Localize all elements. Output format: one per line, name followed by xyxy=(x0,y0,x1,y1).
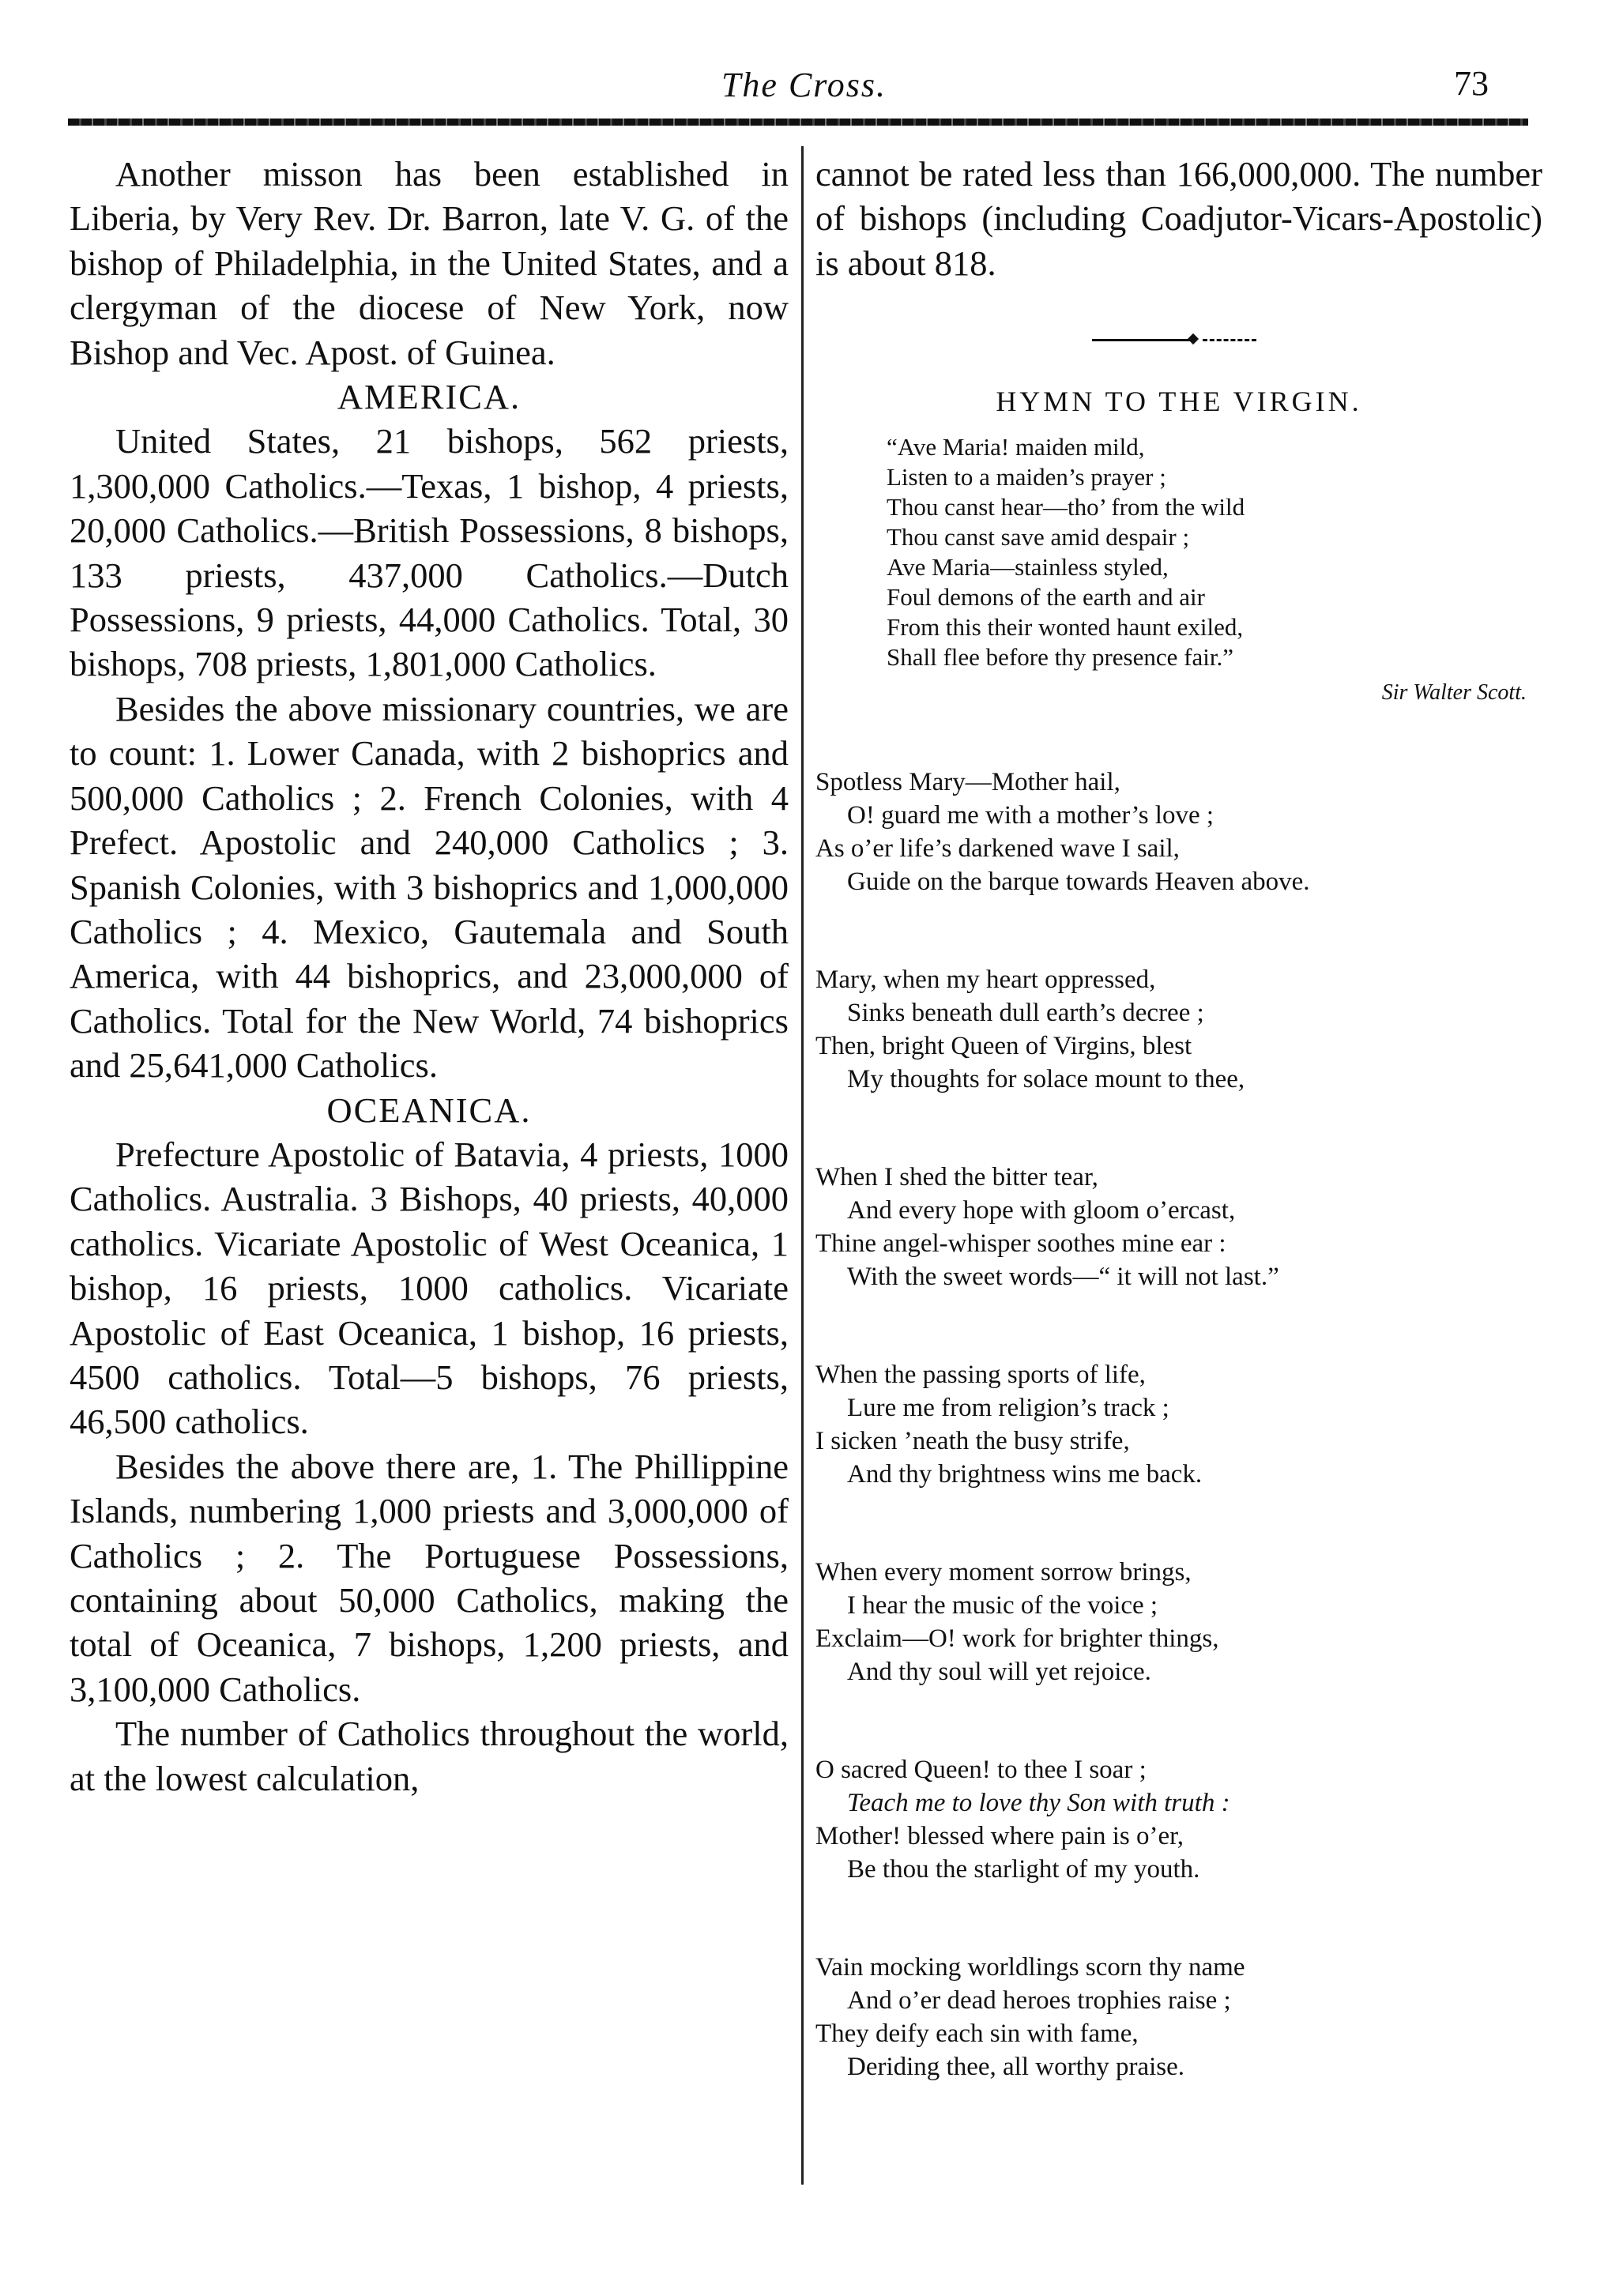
epigraph-line: Thou canst hear—tho’ from the wild xyxy=(887,493,1245,521)
verse-line: Exclaim—O! work for brighter things, xyxy=(815,1624,1219,1654)
epigraph-line: Thou canst save amid despair ; xyxy=(887,523,1190,551)
ornament-divider xyxy=(1092,334,1258,345)
stanza-1 xyxy=(815,766,1542,898)
stanza-6 xyxy=(815,1753,1542,1886)
verse-line: And o’er dead heroes trophies raise ; xyxy=(847,1986,1231,2016)
verse-line: Deriding thee, all worthy praise. xyxy=(847,2053,1185,2082)
epigraph-line: “Ave Maria! maiden mild, xyxy=(887,433,1145,461)
verse-line: Sinks beneath dull earth’s decree ; xyxy=(847,999,1204,1028)
stanza-5 xyxy=(815,1556,1542,1688)
verse-line: Guide on the barque towards Heaven above. xyxy=(847,868,1310,897)
section-heading-oceanica: OCEANICA. xyxy=(326,1090,532,1130)
paragraph-world: The number of Catholics throughout the world, at the lowest calculation, xyxy=(70,1714,789,1798)
verse-line: And thy brightness wins me back. xyxy=(847,1460,1203,1489)
header-rule xyxy=(68,119,1528,126)
verse-line: When the passing sports of life, xyxy=(815,1361,1146,1390)
verse-line: Thine angel-whisper soothes mine ear : xyxy=(815,1229,1226,1259)
verse-line: O! guard me with a mother’s love ; xyxy=(847,801,1214,830)
stanza-4 xyxy=(815,1358,1542,1491)
verse-line: As o’er life’s darkened wave I sail, xyxy=(815,834,1180,864)
verse-line: They deify each sin with fame, xyxy=(815,2019,1139,2049)
paragraph-batavia: Prefecture Apostolic of Batavia, 4 priests, 1000 Catholics. Australia. 3 Bishops, 40 priests, 40,000 catholics. Vicariate Apostolic of West Oceanica, 1 bishop, 16 priests, 1000 catholics. Vicariate Apostolic of East Oceanica, 1 bishop, 16 priests, 4500 catholics. Total—5 bishops, 76 priests, 46,500 catholics. xyxy=(70,1134,789,1442)
attribution: Sir Walter Scott. xyxy=(1381,680,1527,706)
right-column xyxy=(815,152,1542,2083)
verse-line: Mother! blessed where pain is o’er, xyxy=(815,1822,1184,1851)
epigraph-line: Listen to a maiden’s prayer ; xyxy=(887,463,1166,491)
verse-line: Lure me from religion’s track ; xyxy=(847,1394,1169,1423)
epigraph xyxy=(887,432,1542,672)
paragraph-united-states: United States, 21 bishops, 562 priests, 1,300,000 Catholics.—Texas, 1 bishop, 4 priests, 20,000 Catholics.—British Possessions, 8 bishops, 133 priests, 437,000 Catholics.—Dutch Possessions, 9 priests, 44,000 Catholics. Total, 30 bishops, 708 priests, 1,801,000 Catholics. xyxy=(70,421,789,684)
hymn-title: HYMN TO THE VIRGIN. xyxy=(996,386,1362,418)
paragraph-continuation: cannot be rated less than 166,000,000. The number of bishops (including Coadjutor-Vicars-Apostolic) is about 818. xyxy=(815,154,1542,283)
verse-line: Mary, when my heart oppressed, xyxy=(815,965,1156,995)
page-number: 73 xyxy=(1454,64,1489,103)
verse-line: Vain mocking worldlings scorn thy name xyxy=(815,1953,1245,1982)
verse-line: O sacred Queen! to thee I soar ; xyxy=(815,1756,1147,1785)
verse-line: I hear the music of the voice ; xyxy=(847,1591,1158,1620)
section-heading-america: AMERICA. xyxy=(337,377,522,417)
verse-line: My thoughts for solace mount to thee, xyxy=(847,1065,1245,1094)
verse-line: I sicken ’neath the busy strife, xyxy=(815,1427,1130,1456)
epigraph-line: Shall flee before thy presence fair.” xyxy=(887,643,1233,672)
verse-line: When I shed the bitter tear, xyxy=(815,1163,1098,1192)
epigraph-line: Foul demons of the earth and air xyxy=(887,583,1205,612)
stanza-7 xyxy=(815,1951,1542,2083)
column-rule xyxy=(801,146,804,2185)
verse-line: When every moment sorrow brings, xyxy=(815,1558,1192,1587)
paragraph-besides-above: Besides the above there are, 1. The Phillippine Islands, numbering 1,000 priests and 3,000,000 of Catholics ; 2. The Portuguese Possessions, containing about 50,000 Catholics, making the total of Oceanica, 7 bishops, 1,200 priests, and 3,100,000 Catholics. xyxy=(70,1446,789,1709)
verse-line: Spotless Mary—Mother hail, xyxy=(815,768,1120,797)
epigraph-line: Ave Maria—stainless styled, xyxy=(887,553,1169,582)
left-column xyxy=(70,152,789,1801)
verse-line: And every hope with gloom o’ercast, xyxy=(847,1196,1236,1225)
stanza-3 xyxy=(815,1161,1542,1293)
paragraph-liberia: Another misson has been established in Liberia, by Very Rev. Dr. Barron, late V. G. of the bishop of Philadelphia, in the United States, and a clergyman of the diocese of New York, now Bishop and Vec. Apost. of Guinea. xyxy=(70,154,789,372)
stanza-2 xyxy=(815,963,1542,1096)
verse-line: Be thou the starlight of my youth. xyxy=(847,1855,1200,1884)
verse-line: Teach me to love thy Son with truth : xyxy=(847,1789,1230,1818)
paragraph-besides-missionary: Besides the above missionary countries, we are to count: 1. Lower Canada, with 2 bishoprics and 500,000 Catholics ; 2. French Colonies, with 4 Prefect. Apostolic and 240,000 Catholics ; 3. Spanish Colonies, with 3 bishoprics and 1,000,000 Catholics ; 4. Mexico, Gautemala and South America, with 44 bishoprics, and 23,000,000 of Catholics. Total for the New World, 74 bishoprics and 25,641,000 Catholics. xyxy=(70,688,789,1086)
verse-line: And thy soul will yet rejoice. xyxy=(847,1658,1151,1687)
epigraph-line: From this their wonted haunt exiled, xyxy=(887,613,1244,642)
verse-line: With the sweet words—“ it will not last.” xyxy=(847,1263,1279,1292)
verse-line: Then, bright Queen of Virgins, blest xyxy=(815,1032,1192,1061)
running-title: The Cross. xyxy=(721,66,887,104)
